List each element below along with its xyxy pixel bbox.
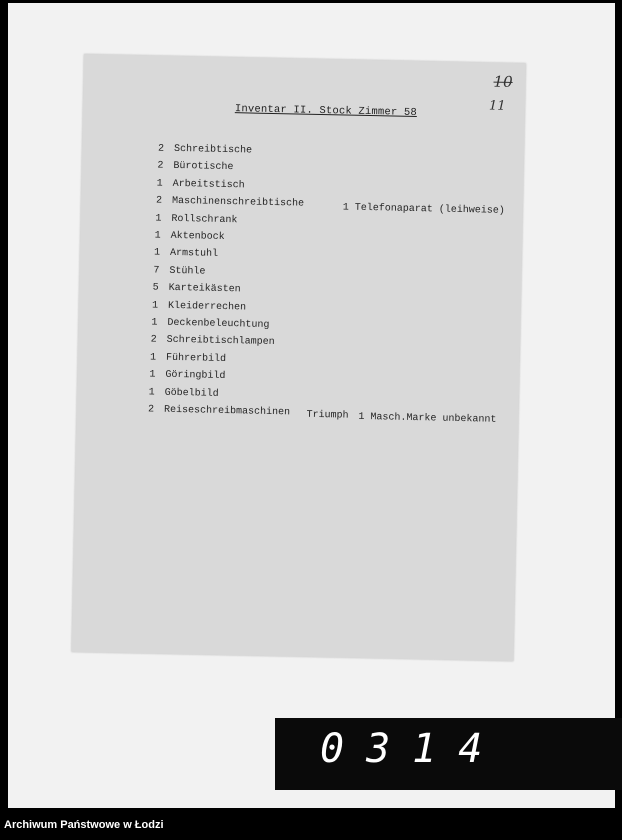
item-quantity: 1 <box>154 230 161 242</box>
inventory-item <box>151 317 269 335</box>
inventory-item <box>152 300 246 318</box>
item-quantity: 1 <box>149 369 156 381</box>
item-name: Reiseschreibmaschinen <box>163 404 291 419</box>
inventory-item <box>150 335 274 354</box>
handwritten-page-number: 10 <box>493 72 513 91</box>
handwritten-page-number: 11 <box>488 98 506 114</box>
inventory-item <box>153 265 205 282</box>
footer <box>0 808 622 840</box>
item-name: Stühle <box>169 265 206 278</box>
inventory-item <box>156 178 244 196</box>
item-quantity: 5 <box>152 282 159 294</box>
item-quantity: 2 <box>147 404 155 416</box>
item-quantity: 7 <box>153 265 160 277</box>
item-name: Arbeitstisch <box>172 178 245 192</box>
item-name: Göringbild <box>165 369 226 383</box>
item-name: Schreibtische <box>173 143 253 157</box>
item-quantity: 1 <box>155 213 162 225</box>
item-name: Führerbild <box>165 352 227 365</box>
frame-number: 0314 <box>320 726 505 772</box>
item-name: Rollschrank <box>171 213 238 226</box>
item-quantity: 1 <box>151 300 159 312</box>
side-note-telefon: 1 Telefonaparat (leihweise) <box>342 202 505 217</box>
inventory-item <box>154 248 218 265</box>
inventory-item <box>150 352 226 370</box>
inventory-item <box>156 196 304 215</box>
note-brand: Triumph <box>306 409 349 422</box>
item-name: Göbelbild <box>164 387 219 400</box>
item-name: Aktenbock <box>170 230 225 243</box>
item-quantity: 2 <box>157 143 165 155</box>
item-quantity: 1 <box>148 387 155 399</box>
frame-number-bar <box>275 718 622 790</box>
inventory-item <box>152 283 240 301</box>
item-quantity: 1 <box>149 352 157 364</box>
item-quantity: 2 <box>157 160 164 173</box>
item-quantity: 2 <box>150 334 157 346</box>
item-quantity: 1 <box>153 247 161 260</box>
inventory-item <box>148 404 290 423</box>
inventory-item <box>157 161 233 179</box>
inventory-item <box>158 144 252 162</box>
note-unknown: 1 Masch.Marke unbekannt <box>358 411 497 426</box>
item-quantity: 2 <box>155 195 163 207</box>
item-name: Deckenbeleuchtung <box>167 317 270 331</box>
item-name: Kleiderrechen <box>167 300 247 314</box>
inventory-item <box>149 370 225 388</box>
document-title: Inventar II. Stock Zimmer 58 <box>234 103 417 119</box>
item-name: Maschinenschreibtische <box>171 196 305 210</box>
archive-name: Archiwum Państwowe w Łodzi <box>4 819 164 831</box>
document-page <box>71 54 525 661</box>
inventory-item <box>149 387 219 404</box>
item-name: Bürotische <box>173 161 234 174</box>
inventory-item <box>155 213 237 231</box>
item-name: Armstuhl <box>169 248 219 261</box>
item-quantity: 1 <box>156 178 163 190</box>
inventory-item <box>154 231 224 248</box>
item-quantity: 1 <box>151 317 158 329</box>
item-name: Karteikästen <box>168 283 241 296</box>
item-name: Schreibtischlampen <box>166 335 275 349</box>
